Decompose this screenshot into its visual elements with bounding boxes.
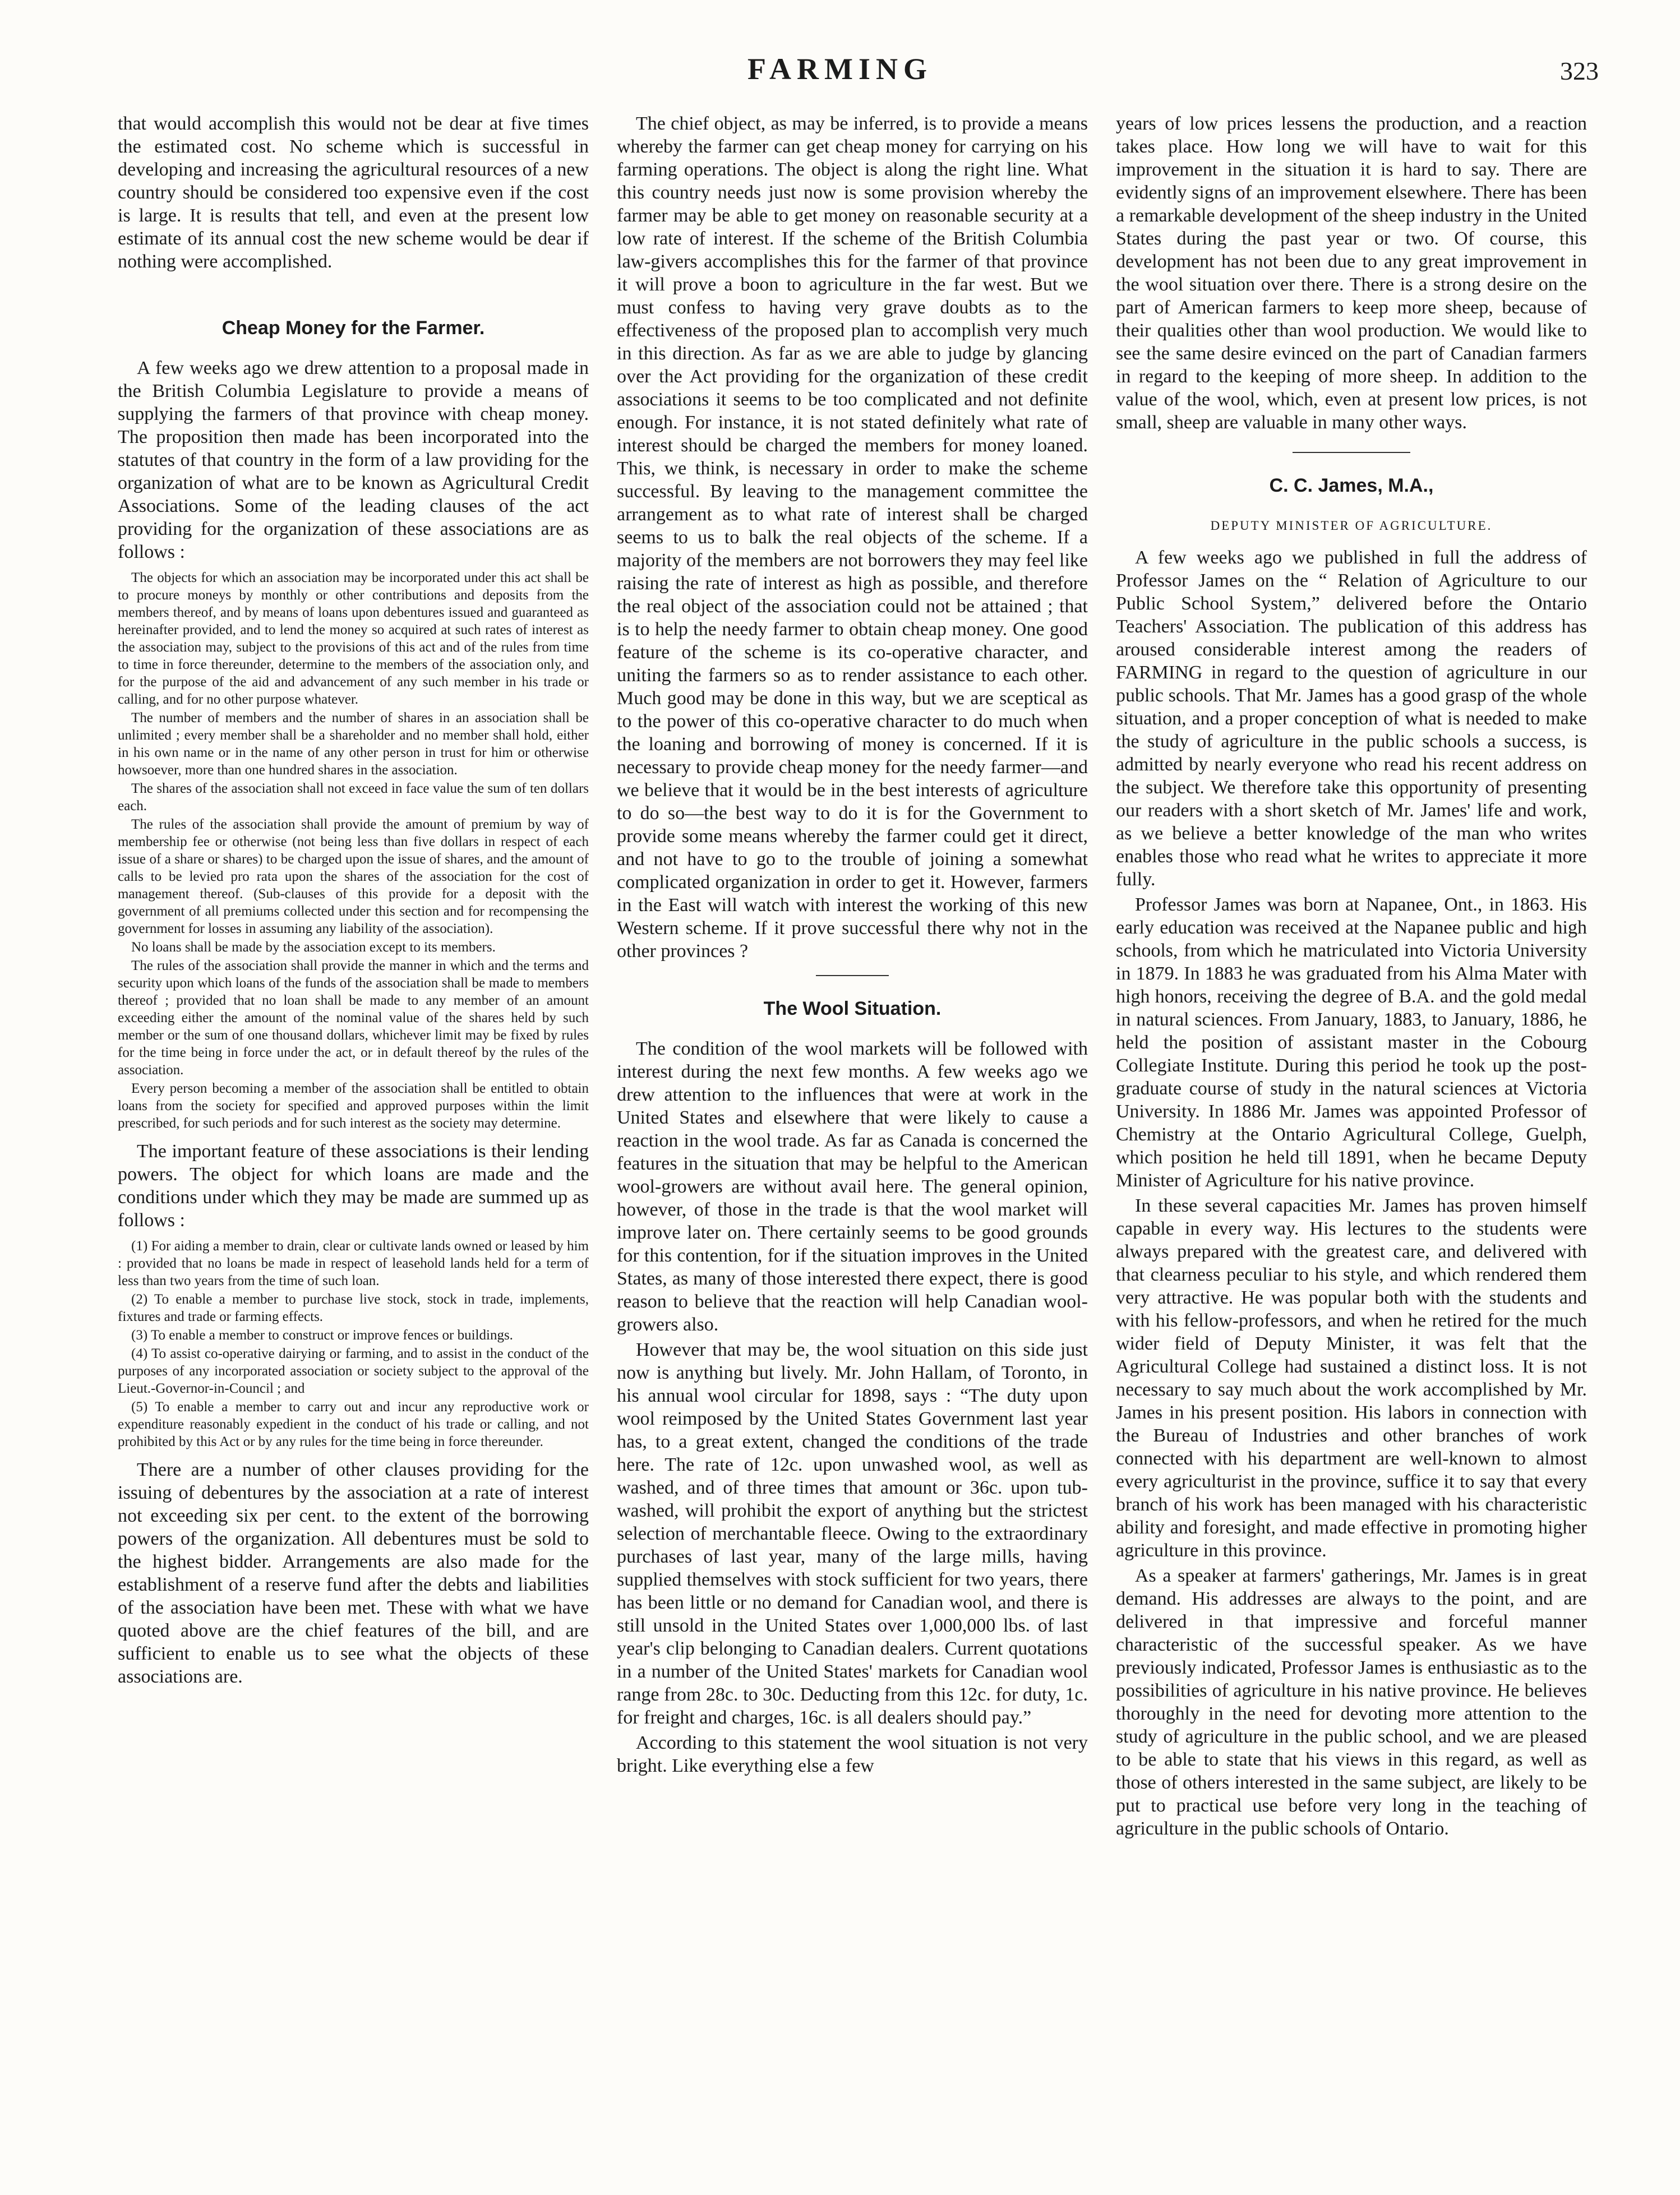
loan-object: (1) For aiding a member to drain, clear or cultivate lands owned or leased by him : provided that no loans be made in respect of leasehold lands held for a term of less than two years from the time of such loan. xyxy=(118,1239,589,1288)
loan-objects-list xyxy=(118,1237,589,1450)
paragraph: A few weeks ago we published in full the address of Professor James on the “ Relation of Agriculture to our Public School System,” delivered before the Ontario Teachers' Association. The publication of this address has aroused considerable interest among the readers of FARMING in regard to the question of agriculture in our public schools. That Mr. James has a good grasp of the whole situation, and a proper conception of what is needed to make the study of agriculture in the public schools a success, is admitted by nearly everyone who read his recent address on the subject. We therefore take this opportunity of presenting our readers with a short sketch of Mr. James' life and work, as we believe a better knowledge of the man who writes enables those who read what he writes to appreciate it more fully. xyxy=(1116,547,1587,890)
act-clause: The number of members and the number of shares in an association shall be unlimited ; every member shall be a shareholder and no member shall hold, either in his own name or in the name of any other person in trust for him or otherwise howsoever, more than one hundred shares in the association. xyxy=(118,710,589,778)
act-clause: The objects for which an association may be incorporated under this act shall be to procure moneys by monthly or other contributions and deposits from the members thereof, and by means of loans upon debentures issued and guaranteed as hereinafter provided, and to lend the money so acquired at such rates of interest as the association may, subject to the provisions of this act and of the rules from time to time in force thereunder, determine to the members of the association only, and for the purpose of the aid and advancement of any such member in his trade or calling, and for no other purpose whatever. xyxy=(118,570,589,707)
loan-object: (4) To assist co-operative dairying or farming, and to assist in the conduct of the purposes of any incorporated association or society subject to the approval of the Lieut.-Governor-in-Council ; and xyxy=(118,1346,589,1396)
paragraph: years of low prices lessens the production, and a reaction takes place. How long we will have to wait for this improvement in the situation it is hard to say. There are evidently signs of an improvement elsewhere. There has been a remarkable development of the sheep industry in the United States during the past year or two. Of course, this development has not been due to any great improvement in the wool situation over there. There is a strong desire on the part of American farmers to keep more sheep, because of their qualities other than wool production. We would like to see the same desire evinced on the part of Canadian farmers in regard to the keeping of more sheep. In addition to the value of the wool, which, even at present low prices, is not small, sheep are valuable in many other ways. xyxy=(1116,113,1587,433)
act-clause: The rules of the association shall provide the amount of premium by way of membership fee or otherwise (not being less than five dollars in respect of each issue of a share or shares) to be charged upon the issue of shares, and the amount of calls to be levied pro rata upon the shares of the association for the cost of management thereof. (Sub-clauses of this provide for a deposit with the government of all premiums collected under this section and for recompensing the government for losses in assuming any liability of the association). xyxy=(118,817,589,936)
paragraph: In these several capacities Mr. James has proven himself capable in every way. His lectures to the students were always prepared with the greatest care, and delivered with that clearness peculiar to his style, and which rendered them very attractive. He was popular both with the students and with his fellow-professors, and when he retired for the much wider field of Deputy Minister, it was felt that the Agricultural College had sustained a distinct loss. It is not necessary to say much about the work accomplished by Mr. James in his present position. His labors in connection with the Bureau of Industries and other branches of work connected with his department are well-known to almost every agriculturist in the province, suffice it to say that every branch of his work has been managed with his characteristic ability and foresight, and made effective in promoting higher agriculture in this province. xyxy=(1116,1195,1587,1561)
act-clause: The shares of the association shall not exceed in face value the sum of ten dollars each. xyxy=(118,781,589,814)
loan-object: (2) To enable a member to purchase live stock, stock in trade, implements, fixtures and trade or farming effects. xyxy=(118,1292,589,1324)
page-number: 323 xyxy=(1560,57,1599,85)
act-clause: The rules of the association shall provide the manner in which and the terms and security upon which loans of the funds of the association shall be made to members thereof ; provided that no loan shall be made to any member of an amount exceeding either the amount of the nominal value of the shares held by such member or the sum of one thousand dollars, whichever limit may be fixed by rules for the time being in force under the act, or in default thereof by the rules of the association. xyxy=(118,958,589,1078)
section-divider xyxy=(1293,452,1410,453)
byline: DEPUTY MINISTER OF AGRICULTURE. xyxy=(1210,519,1493,533)
paragraph: According to this statement the wool situation is not very bright. Like everything else a few xyxy=(617,1732,1088,1776)
paragraph: The chief object, as may be inferred, is to provide a means whereby the farmer can get cheap money for carrying on his farming operations. The object is along the right line. What this country needs just now is some provision whereby the farmer may be able to get money on reasonable security at a low rate of interest. If the scheme of the British Columbia law-givers accomplishes this for the farmer of that province it will prove a boon to agriculture in the far west. But we must confess to having very grave doubts as to the effectiveness of the proposed plan to accomplish very much in this direction. As far as we are able to judge by glancing over the Act providing for the organization of these credit associations it seems to be too complicated and not definite enough. For instance, it is not stated definitely what rate of interest should be charged the members for money loaned. This, we think, is necessary in order to make the scheme successful. By leaving to the management committee the arrangement as to what rate of interest shall be charged seems to us to balk the real objects of the scheme. If a majority of the members are not borrowers they may feel like raising the rate of interest as high as possible, and therefore the real object of the association could not be attained ; that is to help the needy farmer to obtain cheap money. One good feature of the scheme is its co-operative character, and uniting the farmers so as to render assistance to each other. Much good may be done in this way, but we are sceptical as to the power of this co-operative character to do much when the loaning and borrowing of money is concerned. If it is necessary to provide cheap money for the needy farmer—and we believe that it would be in the best interests of agriculture to do so—the best way to do it is for the Government to provide some means whereby the farmer could get it direct, and not have to go to the trouble of joining a somewhat complicated organization in order to get it. However, farmers in the East will watch with interest the working of this new Western scheme. If it prove successful there why not in the other provinces ? xyxy=(617,113,1088,962)
section-divider xyxy=(816,975,889,976)
paragraph: that would accomplish this would not be dear at five times the estimated cost. No scheme which is successful in developing and increasing the agricultural resources of a new country should be considered too expensive even if the cost is large. It is results that tell, and even at the present low estimate of its annual cost the new scheme would be dear if nothing were accomplished. xyxy=(118,113,589,272)
loan-object: (3) To enable a member to construct or improve fences or buildings. xyxy=(131,1328,513,1343)
quoted-act-clauses xyxy=(118,569,589,1132)
paragraph: The condition of the wool markets will be followed with interest during the next few months. A few weeks ago we drew attention to the influences that were at work in the United States and elsewhere that were likely to cause a reaction in the wool trade. As far as Canada is concerned the features in the situation that may be helpful to the American wool-growers are without avail here. The general opinion, however, of those in the trade is that the wool market will improve later on. There certainly seems to be good grounds for this contention, for if the situation improves in the United States, as many of those interested there expect, there is good reason to believe that the reaction will help Canadian wool-growers also. xyxy=(617,1038,1088,1335)
paragraph: The important feature of these associations is their lending powers. The object for which loans are made and the conditions under which they may be made are summed up as follows : xyxy=(118,1141,589,1231)
paragraph: As a speaker at farmers' gatherings, Mr. James is in great demand. His addresses are always to the point, and are delivered in that impressive and forceful manner characteristic of the successful speaker. As we have previously indicated, Professor James is enthusiastic as to the possibilities of agriculture in his native province. He believes thoroughly in the need for devoting more attention to the study of agriculture in the public school, and we are pleased to be able to state that his views in this regard, as well as those of others interested in the same subject, are likely to be put to practical use before very long in the teaching of agriculture in the public schools of Ontario. xyxy=(1116,1565,1587,1839)
column-3 xyxy=(1116,112,1587,1842)
column-1 xyxy=(118,112,589,1690)
paragraph: There are a number of other clauses providing for the issuing of debentures by the association at a rate of interest not exceeding six per cent. to the extent of the borrowing powers of the organization. All debentures must be sold to the highest bidder. Arrangements are also made for the establishment of a reserve fund after the debts and liabilities of the association have been met. These with what we have quoted above are the chief features of the bill, and are sufficient to enable us to see what the objects of these associations are. xyxy=(118,1459,589,1687)
paragraph: However that may be, the wool situation on this side just now is anything but lively. Mr. John Hallam, of Toronto, in his annual wool circular for 1898, says : “The duty upon wool reimposed by the United States Government last year has, to a great extent, changed the conditions of the trade here. The rate of 12c. upon unwashed wool, as well as washed, and of three times that amount or 36c. upon tub-washed, will prohibit the export of anything but the strictest selection of merchantable fleece. Owing to the extraordinary purchases of last year, many of the large mills, having supplied themselves with stock sufficient for two years, there has been little or no demand for Canadian wool, and there is still unsold in the United States over 1,000,000 lbs. of last year's clip belonging to Canadian dealers. Current quotations in a number of the United States' markets for Canadian wool range from 28c. to 30c. Deducting from this 12c. for duty, 1c. for freight and charges, 16c. is all dealers should pay.” xyxy=(617,1339,1088,1728)
act-clause: No loans shall be made by the association except to its members. xyxy=(131,940,496,955)
act-clause: Every person becoming a member of the association shall be entitled to obtain loans from the society for specified and approved purposes within the limit prescribed, for such periods and for such interest as the society may determine. xyxy=(118,1081,589,1131)
section-heading-cheap-money: Cheap Money for the Farmer. xyxy=(221,317,485,339)
loan-object: (5) To enable a member to carry out and incur any reproductive work or expenditure reasonably expedient in the conduct of his trade or calling, and not prohibited by this Act or by any rules for the time being in force thereunder. xyxy=(118,1399,589,1449)
running-head xyxy=(0,52,1680,96)
paragraph: A few weeks ago we drew attention to a proposal made in the British Columbia Legislature to provide a means of supplying the farmers of that province with cheap money. The proposition then made has been incorporated into the statutes of that country in the form of a law providing for the organization of what are to be known as Agricultural Credit Associations. Some of the leading clauses of the act providing for the organization of these associations are as follows : xyxy=(118,358,589,562)
column-2 xyxy=(617,112,1088,1780)
section-heading-wool: The Wool Situation. xyxy=(763,998,941,1019)
paragraph: Professor James was born at Napanee, Ont., in 1863. His early education was received at the Napanee public and high schools, from which he matriculated into Victoria University in 1879. In 1883 he was graduated from his Alma Mater with high honors, receiving the degree of B.A. and the gold medal in natural sciences. From January, 1883, to January, 1886, he held the position of assistant master in the Cobourg Collegiate Institute. During this period he took up the post-graduate course of study in the natural sciences at Victoria University. In 1886 Mr. James was appointed Professor of Chemistry at the Ontario Agricultural College, Guelph, which position he held till 1891, when he became Deputy Minister of Agriculture for his native province. xyxy=(1116,894,1587,1191)
section-heading-james: C. C. James, M.A., xyxy=(1269,475,1434,496)
running-title: FARMING xyxy=(747,52,933,86)
